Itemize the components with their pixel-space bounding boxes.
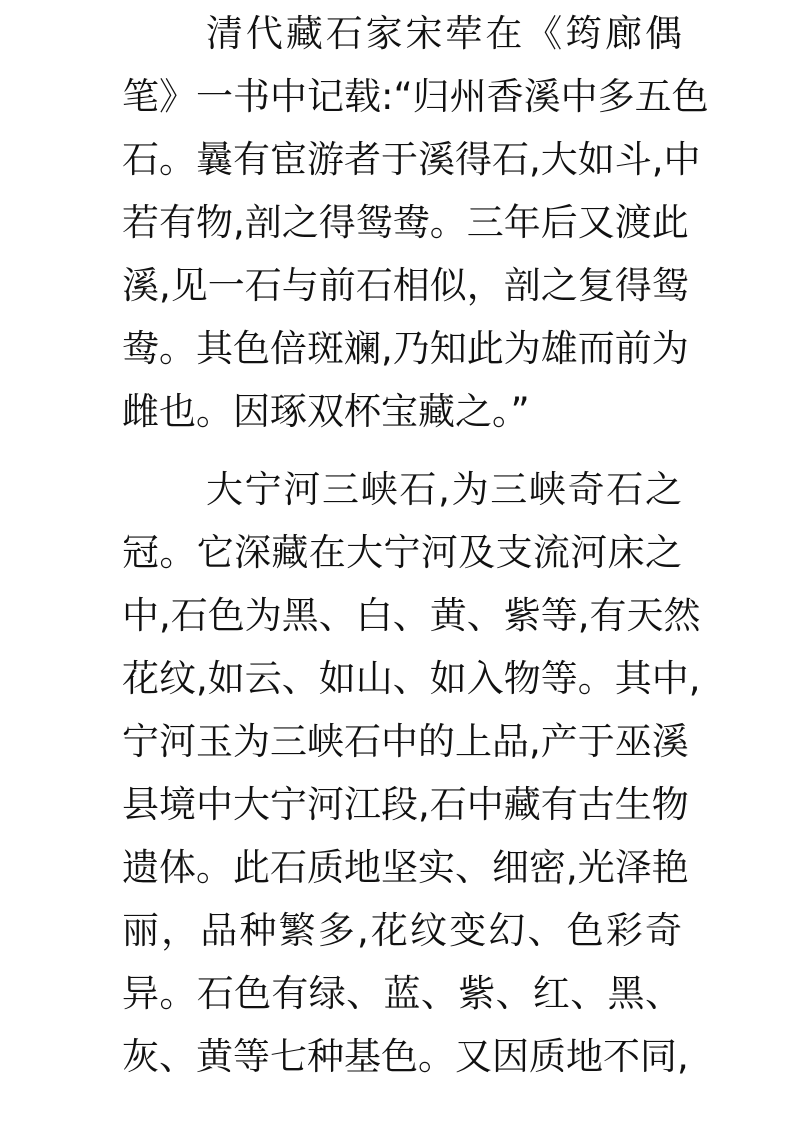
text-line: 清代藏石家宋荦在《筠廊偶: [206, 12, 682, 55]
text-line: 异。石色有绿、蓝、紫、红、黑、: [122, 972, 682, 1015]
text-line: 鸯。其色倍斑斓,乃知此为雄而前为: [122, 327, 689, 370]
text-line: 笔》一书中记载:“归州香溪中多五色: [122, 75, 709, 118]
text-line: 雌也。因琢双杯宝藏之。”: [122, 390, 530, 433]
text-line: 县境中大宁河江段,石中藏有古生物: [122, 783, 689, 826]
text-line: 中,石色为黑、白、黄、紫等,有天然: [122, 594, 701, 637]
text-line: 若有物,剖之得鸳鸯。三年后又渡此: [122, 201, 689, 244]
text-line: 宁河玉为三峡石中的上品,产于巫溪: [122, 720, 689, 763]
text-line: 丽，品种繁多,花纹变幻、色彩奇: [122, 909, 682, 952]
text-line: 遗体。此石质地坚实、细密,光泽艳: [122, 846, 689, 889]
paragraph-daning-river-stone: [122, 458, 701, 1088]
text-line: 石。曩有宦游者于溪得石,大如斗,中: [122, 138, 701, 181]
text-line: 灰、黄等七种基色。又因质地不同,: [122, 1035, 689, 1078]
text-line: 大宁河三峡石,为三峡奇石之: [206, 468, 682, 511]
text-line: 花纹,如云、如山、如入物等。其中,: [122, 657, 701, 700]
paragraph-song-luo-record: [122, 2, 709, 443]
text-line: 溪,见一石与前石相似，剖之复得鸳: [122, 264, 689, 307]
text-line: 冠。它深藏在大宁河及支流河床之: [122, 531, 682, 574]
